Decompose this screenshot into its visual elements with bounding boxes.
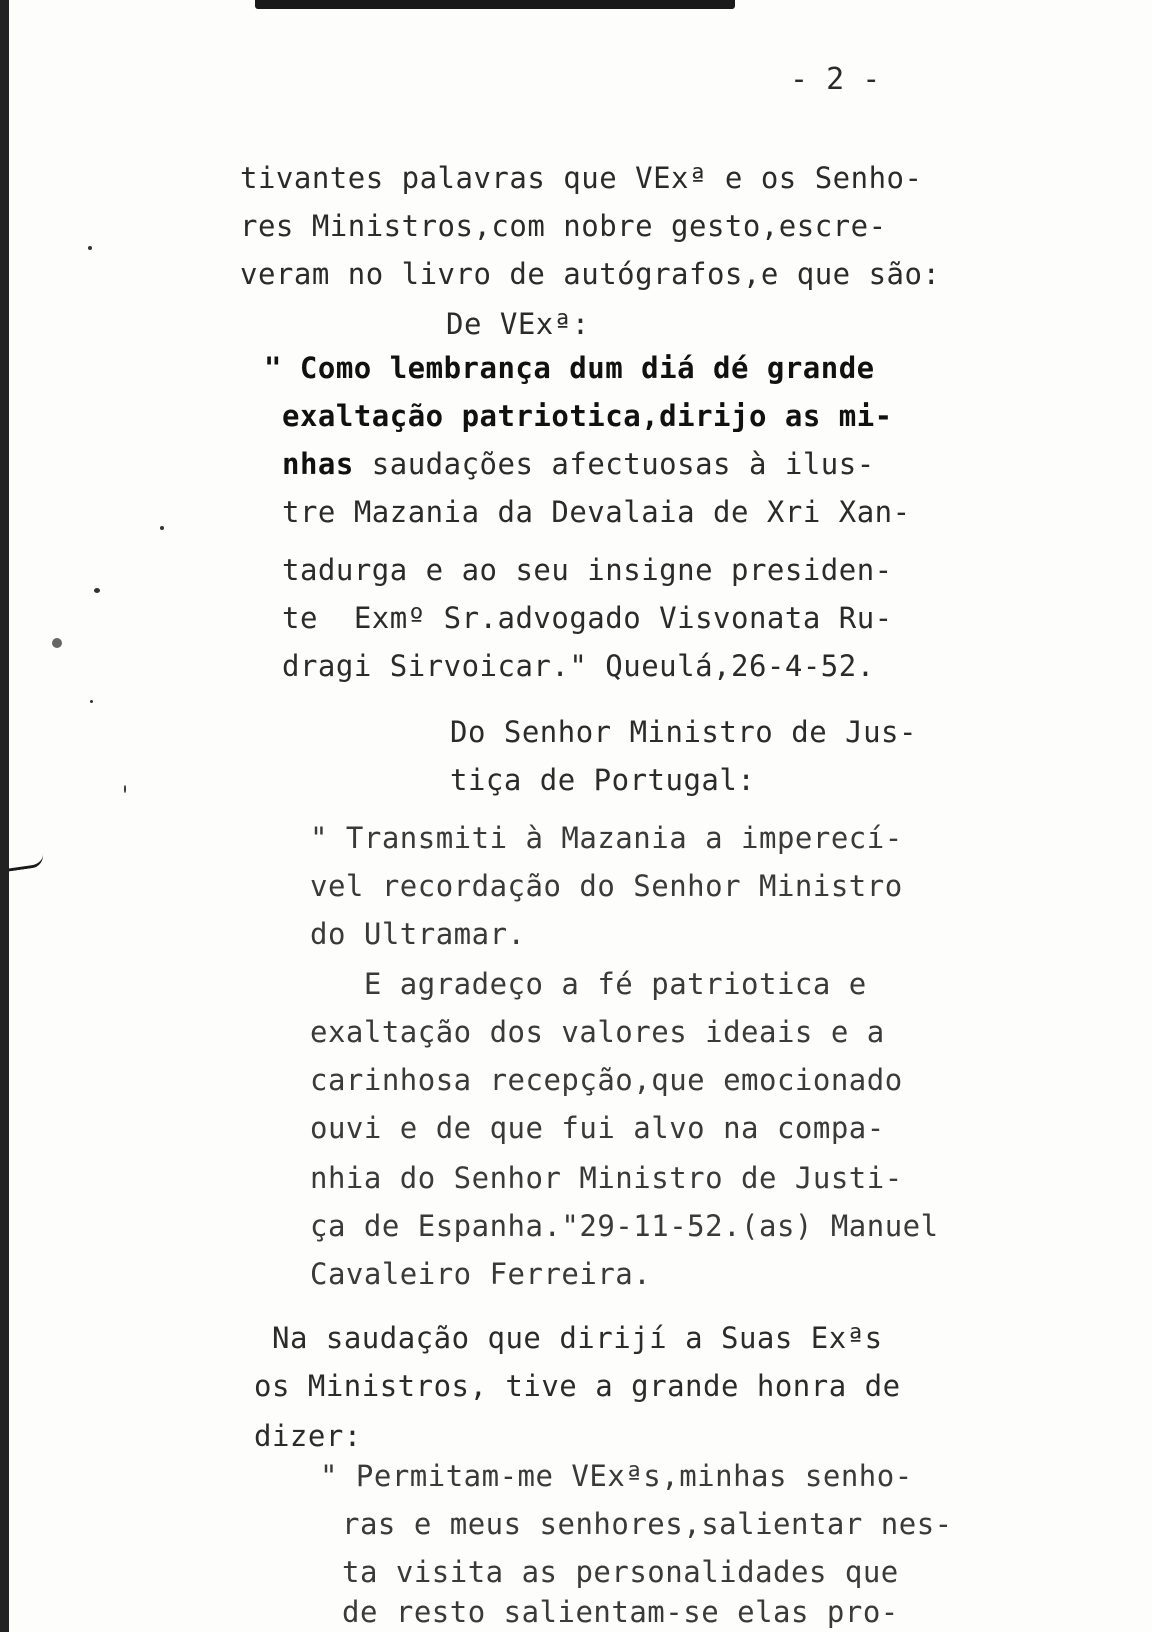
- scan-margin-mark: [7, 854, 44, 872]
- scan-speck: [94, 588, 100, 593]
- scan-top-border: [255, 0, 735, 9]
- quote-final-line: de resto salientam-se elas pro-: [342, 1595, 899, 1629]
- intro-line: tivantes palavras que VExª e os Senho-: [240, 161, 923, 195]
- saudacao-line: os Ministros, tive a grande honra de: [254, 1369, 901, 1403]
- quote-ministro-line: do Ultramar.: [310, 917, 526, 951]
- quote-ministro-line: ça de Espanha."29-11-52.(as) Manuel: [310, 1209, 939, 1243]
- scan-speck: [90, 700, 93, 703]
- quote-ministro-line: carinhosa recepção,que emocionado: [310, 1063, 903, 1097]
- scan-speck: [160, 526, 164, 530]
- quote-ministro-line: ouvi e de que fui alvo na compa-: [310, 1111, 885, 1145]
- saudacao-line: Na saudação que dirijí a Suas Exªs: [272, 1321, 883, 1355]
- quote-vexa-bold-line: " Como lembrança dum diá dé grande: [264, 351, 875, 385]
- quote-final-line: ras e meus senhores,salientar nes-: [342, 1507, 953, 1541]
- quote-ministro-line: nhia do Senhor Ministro de Justi-: [310, 1161, 903, 1195]
- quote-ministro-line: vel recordação do Senhor Ministro: [310, 869, 903, 903]
- scan-speck: [52, 638, 62, 648]
- quote-ministro-line: exaltação dos valores ideais e a: [310, 1015, 885, 1049]
- quote-final-line: " Permitam-me VExªs,minhas senho-: [320, 1459, 913, 1493]
- quote-vexa-line: te Exmº Sr.advogado Visvonata Ru-: [282, 601, 893, 635]
- intro-line: veram no livro de autógrafos,e que são:: [240, 257, 941, 291]
- scan-speck: [88, 246, 92, 250]
- quote-ministro-line: E agradeço a fé patriotica e: [310, 967, 867, 1001]
- quote-vexa-line: tre Mazania da Devalaia de Xri Xan-: [282, 495, 911, 529]
- heading-ministro: Do Senhor Ministro de Jus-: [450, 715, 917, 749]
- intro-line: res Ministros,com nobre gesto,escre-: [240, 209, 887, 243]
- quote-vexa-bold-line: exaltação patriotica,dirijo as mi-: [282, 399, 893, 433]
- saudacao-line: dizer:: [254, 1419, 362, 1453]
- quote-vexa-line: tadurga e ao seu insigne presiden-: [282, 553, 893, 587]
- quote-final-line: ta visita as personalidades que: [342, 1555, 899, 1589]
- heading-vexa: De VExª:: [446, 307, 590, 341]
- quote-vexa-bold-lead: nhas: [282, 447, 354, 481]
- quote-vexa-mixed-line: [282, 446, 875, 482]
- heading-ministro: tiça de Portugal:: [450, 763, 756, 797]
- scan-left-border: [0, 0, 9, 1632]
- scan-speck: [124, 785, 126, 793]
- quote-vexa-line: dragi Sirvoicar." Queulá,26-4-52.: [282, 649, 875, 683]
- quote-vexa-rest: saudações afectuosas à ilus-: [353, 447, 875, 481]
- page-number: - 2 -: [790, 62, 881, 97]
- quote-ministro-line: " Transmiti à Mazania a imperecí-: [310, 821, 903, 855]
- quote-ministro-line: Cavaleiro Ferreira.: [310, 1257, 652, 1291]
